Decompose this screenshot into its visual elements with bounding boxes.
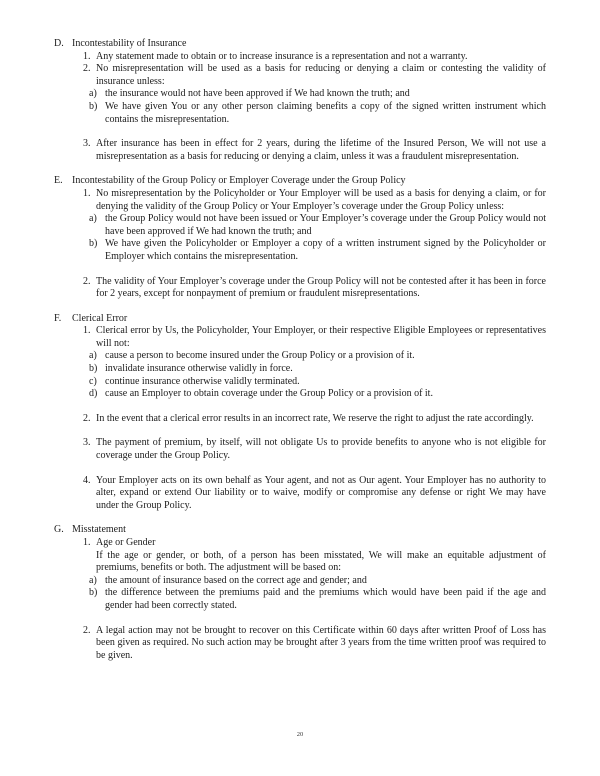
list-item bbox=[0, 413, 600, 426]
item-marker: 3. bbox=[83, 437, 91, 449]
section-clerical-error bbox=[0, 313, 600, 513]
subitem-text: cause a person to become insured under the Group Policy or a provision of it. bbox=[105, 350, 415, 362]
item-text: The payment of premium, by itself, will not obligate Us to provide benefits to anyone who is not eligible for coverage under the Group Policy. bbox=[96, 437, 546, 462]
section-title: Clerical Error bbox=[72, 312, 128, 324]
item-marker: 3. bbox=[83, 138, 91, 150]
item-marker: 2. bbox=[83, 412, 91, 424]
item-marker: 1. bbox=[83, 537, 91, 548]
sub-list-item bbox=[0, 575, 600, 588]
sub-list-item bbox=[0, 388, 600, 401]
subitem-text: We have given the Policyholder or Employer a copy of a written instrument signed by the Policyholder or Employer which contains the misrepresentation. bbox=[105, 238, 546, 262]
item-text: A legal action may not be brought to recover on this Certificate within 60 days after written Proof of Loss has been given as required. No such action may be brought after 3 years from the time written proof was required to be given. bbox=[96, 624, 546, 661]
item-text: No misrepresentation by the Policyholder or Your Employer will be used as a basis for denying a claim, or for denying the validity of the Group Policy or Your Employer’s coverage under the Group Policy unless: bbox=[96, 187, 546, 212]
item-heading: Age or Gender bbox=[96, 537, 156, 548]
sub-list-item bbox=[0, 238, 600, 263]
item-marker: 1. bbox=[83, 187, 91, 199]
item-marker: 2. bbox=[83, 63, 91, 75]
subitem-text: the insurance would not have been approved if We had known the truth; and bbox=[105, 88, 410, 100]
section-letter: F. bbox=[54, 312, 62, 324]
subitem-marker: b) bbox=[89, 587, 98, 599]
list-item bbox=[0, 51, 600, 64]
item-text: Clerical error by Us, the Policyholder, Your Employer, or their respective Eligible Employees or representatives will not: bbox=[96, 325, 546, 349]
sub-list-item bbox=[0, 376, 600, 389]
list-item bbox=[0, 537, 600, 550]
subitem-marker: a) bbox=[89, 350, 97, 362]
item-text: After insurance has been in effect for 2 years, during the lifetime of the Insured Person, We will not use a misrepresentation as a basis for reducing or denying a claim, unless it was a fraudulent misrepresentation. bbox=[96, 138, 546, 162]
subitem-marker: c) bbox=[89, 375, 97, 387]
list-item bbox=[0, 188, 600, 213]
subitem-marker: b) bbox=[89, 363, 98, 375]
subitem-text: continue insurance otherwise validly terminated. bbox=[105, 375, 300, 387]
subitem-marker: b) bbox=[89, 238, 98, 250]
paragraph bbox=[0, 550, 600, 575]
subitem-marker: a) bbox=[89, 574, 97, 586]
subitem-marker: a) bbox=[89, 213, 97, 225]
section-misstatement bbox=[0, 524, 600, 662]
sub-list-item bbox=[0, 213, 600, 238]
section-heading bbox=[0, 313, 600, 326]
list-item bbox=[0, 325, 600, 350]
item-marker: 2. bbox=[83, 275, 91, 287]
item-marker: 1. bbox=[83, 325, 91, 337]
subitem-text: the difference between the premiums paid and the premiums which would have been paid if the age and gender had been correctly stated. bbox=[105, 587, 546, 611]
item-marker: 2. bbox=[83, 624, 91, 636]
item-text: Your Employer acts on its own behalf as Your agent, and not as Our agent. Your Employer has no authority to alter, expand or extend Our liability or to waive, modify or compromise any defense or right We may have under the Group Policy. bbox=[96, 474, 546, 511]
section-title: Misstatement bbox=[72, 524, 126, 536]
sub-list-item bbox=[0, 363, 600, 376]
list-item bbox=[0, 437, 600, 462]
section-heading bbox=[0, 524, 600, 537]
section-incontestability-of-group-policy bbox=[0, 175, 600, 300]
section-letter: D. bbox=[54, 38, 64, 49]
list-item bbox=[0, 475, 600, 513]
section-title: Incontestability of the Group Policy or Employer Coverage under the Group Policy bbox=[72, 175, 406, 187]
paragraph-text: If the age or gender, or both, of a person has been misstated, We will make an equitable adjustment of premiums, benefits or both. The adjustment will be based on: bbox=[96, 549, 546, 574]
section-letter: E. bbox=[54, 175, 63, 187]
section-heading bbox=[0, 175, 600, 188]
sub-list-item bbox=[0, 88, 600, 101]
section-letter: G. bbox=[54, 524, 64, 536]
subitem-text: cause an Employer to obtain coverage under the Group Policy or a provision of it. bbox=[105, 388, 433, 400]
item-marker: 4. bbox=[83, 474, 91, 486]
list-item bbox=[0, 625, 600, 663]
subitem-marker: a) bbox=[89, 88, 97, 100]
item-marker: 1. bbox=[83, 50, 91, 62]
item-text: No misrepresentation will be used as a basis for reducing or denying a claim or contesting the validity of insurance unless: bbox=[96, 63, 546, 87]
section-title: Incontestability of Insurance bbox=[72, 38, 187, 49]
subitem-text: We have given You or any other person claiming benefits a copy of the signed written instrument which contains the misrepresentation. bbox=[105, 100, 546, 125]
sub-list-item bbox=[0, 350, 600, 363]
subitem-text: the amount of insurance based on the correct age and gender; and bbox=[105, 574, 367, 586]
item-text: The validity of Your Employer’s coverage under the Group Policy will not be contested after it has been in force for 2 years, except for nonpayment of premium or fraudulent misrepresentations. bbox=[96, 275, 546, 300]
subitem-marker: b) bbox=[89, 100, 98, 112]
section-heading bbox=[0, 38, 600, 51]
list-item bbox=[0, 138, 600, 163]
sub-list-item bbox=[0, 101, 600, 126]
list-item bbox=[0, 276, 600, 301]
subitem-marker: d) bbox=[89, 388, 98, 400]
list-item bbox=[0, 63, 600, 88]
item-text: Any statement made to obtain or to increase insurance is a representation and not a warranty. bbox=[96, 50, 468, 62]
subitem-text: invalidate insurance otherwise validly in force. bbox=[105, 363, 293, 375]
item-text: In the event that a clerical error results in an incorrect rate, We reserve the right to adjust the rate accordingly. bbox=[96, 412, 534, 424]
subitem-text: the Group Policy would not have been issued or Your Employer’s coverage under the Group Policy would not have been approved if We had known the truth; and bbox=[105, 213, 546, 237]
section-incontestability-of-insurance bbox=[0, 38, 600, 163]
page-number: 20 bbox=[296, 731, 304, 738]
sub-list-item bbox=[0, 587, 600, 612]
